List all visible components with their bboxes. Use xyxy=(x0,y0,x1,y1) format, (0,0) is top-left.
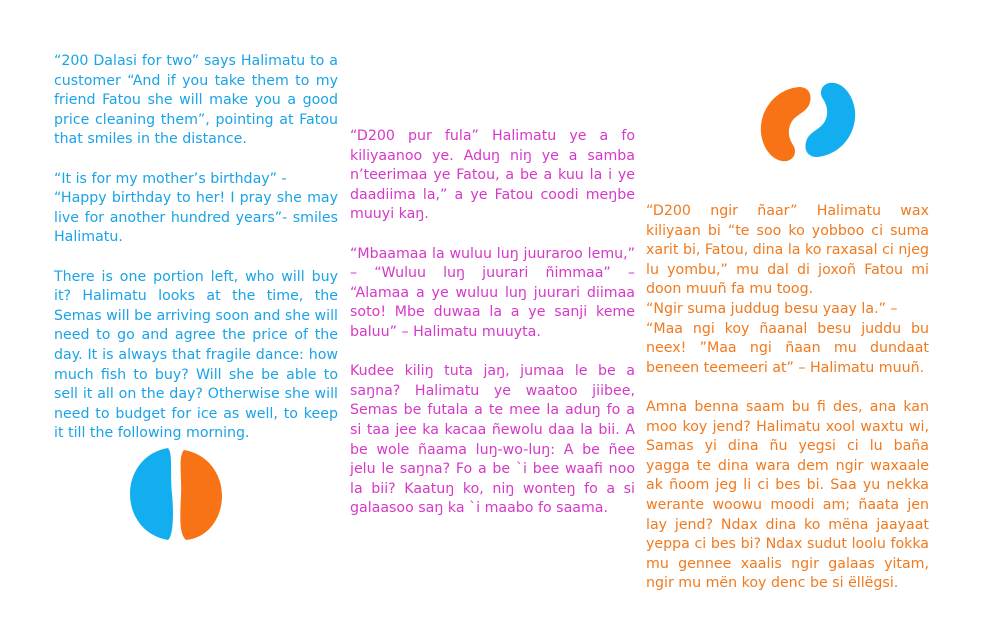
split-circle-blue-half xyxy=(130,448,173,540)
mandinka-paragraph-2: “Mbaamaa la wuluu luŋ juuraroo lemu,” – “Wuluu luŋ juurari ñimmaa” – “Alamaa a ye wuluu luŋ juurari diimaa soto! Mbe duwaa la a ye sanji keme baluu” – Halimatu muuyta. xyxy=(350,245,635,340)
english-paragraph-2 xyxy=(54,170,338,248)
wolof-paragraph-2: Amna benna saam bu fi des, ana kan moo koy jend? Halimatu xool waxtu wi, Samas yi dina ñu yegsi ci lu baña yagga te dina wara dem ngir waxaale ak ñoom jeg li ci bes bi. Saa yu nekka werante woowu moodi am; ñaata jen lay jend? Ndax dina ko mëna jaayaat yeppa ci bes bi? Ndax sudut loolu fokka mu gennee xaalis ngir galaas yitam, ngir mu mën koy denc be si ëllëgsi. xyxy=(646,398,929,592)
mandinka-paragraph-3: Kudee kiliŋ tuta jaŋ, jumaa le be a saŋna? Halimatu ye waatoo jiibee, Semas be futala a te mee la aduŋ fo a si taa jee ka kacaa ñewolu daa la bii. A be wole ñaama luŋ-wo-luŋ: A be ñee jelu le saŋna? Fo a be `i bee waafi noo la bii? Kaatuŋ ko, niŋ wonteŋ fo a si galaasoo saŋ ka `i maabo fo saama. xyxy=(350,363,635,517)
english-paragraph-3: There is one portion left, who will buy it? Halimatu looks at the time, the Semas will be arriving soon and she will need to go and agree the price of the day. It is always that fragile dance: how much fish to buy? Will she be able to sell it all on the day? Otherwise she will need to budget for ice as well, to keep it till the following morning. xyxy=(54,268,338,442)
swirl-logo-icon xyxy=(757,79,859,165)
wolof-line-price: “D200 ngir ñaar” Halimatu wax kiliyaan bi “te soo ko yobboo ci suma xarit bi, Fatou, dina la ko raxasal ci njeg lu yombu,” mu dal di joxoñ Fatou mi doon muuñ fa mu toog. xyxy=(646,203,929,298)
english-line-happy-birthday: “Happy birthday to her! I pray she may live for another hundred years”- smiles Halimatu. xyxy=(54,190,338,246)
english-line-mother-birthday: “It is for my mother’s birthday” - xyxy=(54,170,287,187)
english-paragraph-1: “200 Dalasi for two” says Halimatu to a customer “And if you take them to my friend Fatou she will make you a good price cleaning them”, pointing at Fatou that smiles in the distance. xyxy=(54,53,338,148)
mandinka-paragraph-1: “D200 pur fula” Halimatu ye a fo kiliyaanoo ye. Aduŋ niŋ ye a samba n’teerimaa ye Fatou, a be a kuu la i ye daadiima la,” a ye Fatou coodi meŋbe muuyi kaŋ. xyxy=(350,128,635,223)
swirl-logo-blue-half xyxy=(805,83,855,157)
mandinka-column xyxy=(350,127,635,538)
split-circle-orange-half xyxy=(180,450,222,540)
wolof-line-happy-birthday: “Maa ngi koy ñaanal besu juddu bu neex! ”Maa ngi ñaan mu dundaat beneen teemeeri at” – Halimatu muuñ. xyxy=(646,320,929,376)
wolof-paragraph-1 xyxy=(646,202,929,378)
wolof-column xyxy=(646,202,929,613)
swirl-logo-orange-half xyxy=(761,87,811,161)
split-circle-logo-icon xyxy=(128,446,224,542)
wolof-line-mother-birthday: “Ngir suma juddug besu yaay la.” – xyxy=(646,300,898,317)
english-column xyxy=(54,52,338,463)
